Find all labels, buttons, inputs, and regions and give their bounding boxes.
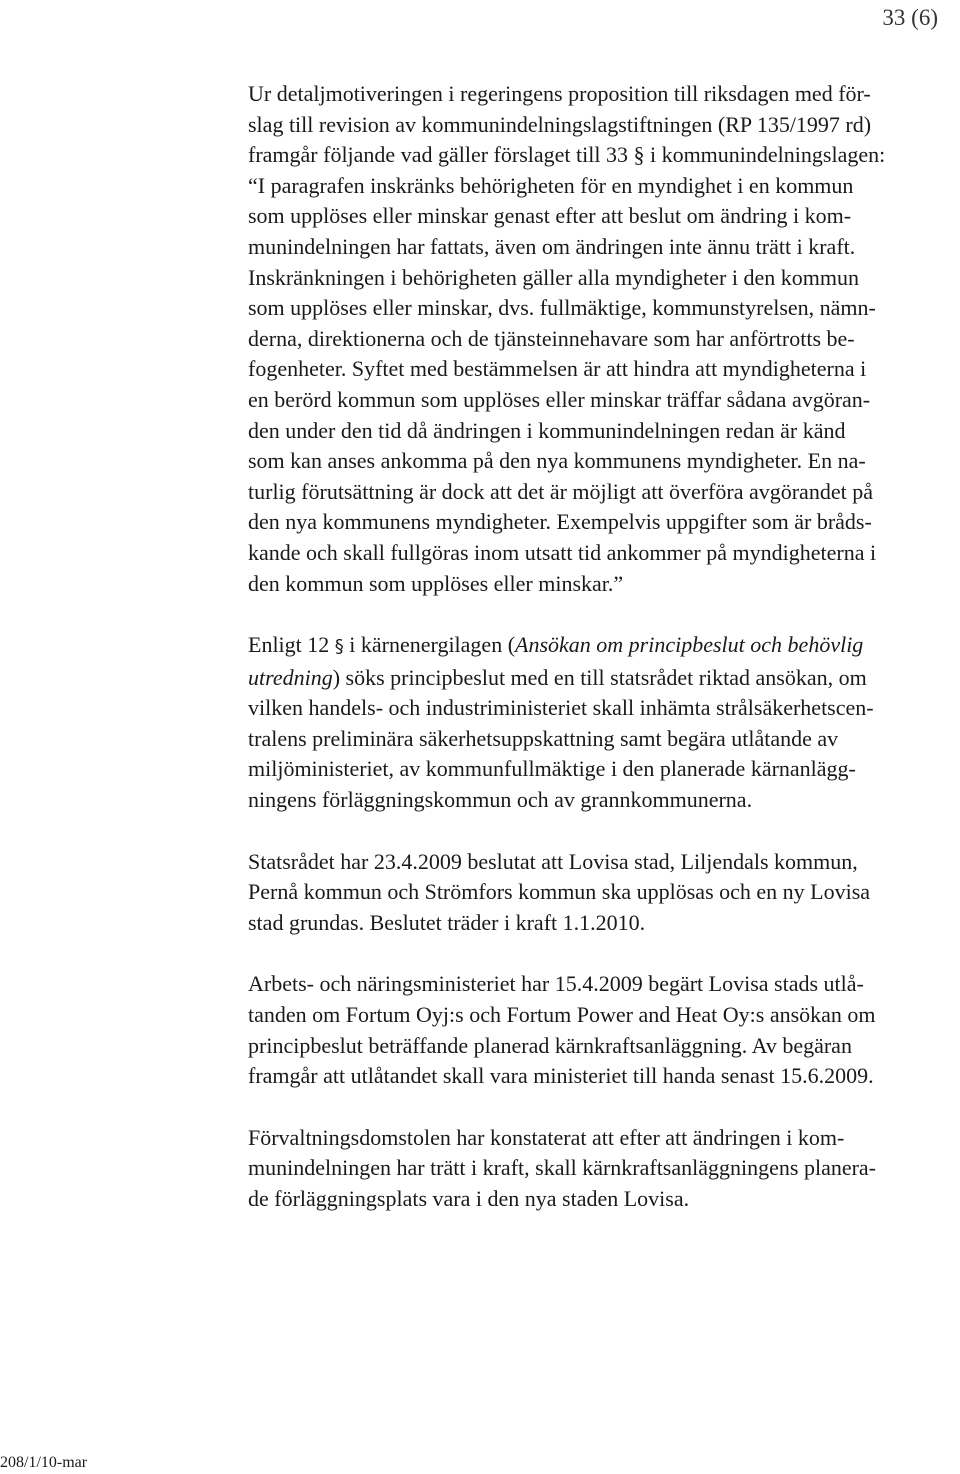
text-line: turlig förutsättning är dock att det är möjligt att överföra avgörandet på [248, 478, 873, 504]
paragraph-domstolen [248, 1123, 958, 1215]
text-line: de förläggningsplats vara i den nya staden Lovisa. [248, 1186, 690, 1211]
document-body [248, 79, 958, 1215]
text-line: som kan anses ankomma på den nya kommunens myndigheter. En na- [248, 448, 866, 474]
text-run: i kärnenergilagen ( [343, 632, 516, 658]
text-line: slag till revision av kommunindelningslagstiftningen (RP 135/1997 rd) [248, 111, 872, 137]
paragraph-karnenergilagen [248, 630, 958, 816]
text-line: den under den tid då ändringen i kommunindelningen redan är känd [248, 417, 846, 443]
text-line: munindelningen har fattats, även om ändringen inte ännu trätt i kraft. [248, 233, 856, 259]
text-line: miljöministeriet, av kommunfullmäktige i den planerade kärnanlägg- [248, 756, 856, 782]
text-run: Enligt 12 [248, 632, 335, 658]
text-line [248, 663, 958, 694]
text-line: Ur detaljmotiveringen i regeringens proposition till riksdagen med för- [248, 81, 871, 106]
text-line: vilken handels- och industriministeriet skall inhämta strålsäkerhetscen- [248, 695, 874, 721]
paragraph-quote [248, 79, 958, 599]
text-line: Inskränkningen i behörigheten gäller alla myndigheter i den kommun [248, 264, 859, 290]
text-line: framgår att utlåtandet skall vara ministeriet till handa senast 15.6.2009. [248, 1063, 874, 1089]
text-line: Statsrådet har 23.4.2009 beslutat att Lovisa stad, Liljendals kommun, [248, 848, 858, 874]
text-line: derna, direktionerna och de tjänsteinnehavare som har anförtrotts be- [248, 325, 855, 351]
text-line: framgår följande vad gäller förslaget till 33 § i kommunindelningslagen: [248, 142, 886, 168]
text-line: tralens preliminära säkerhetsuppskattning samt begära utlåtande av [248, 725, 839, 751]
paragraph-ministeriet [248, 969, 958, 1091]
text-line: ningens förläggningskommun och av grannkommunerna. [248, 787, 753, 813]
paragraph-statsradet [248, 847, 958, 939]
text-run: ) söks principbeslut med en till statsrådet riktad ansökan, om [332, 664, 867, 690]
text-line: som upplöses eller minskar genast efter att beslut om ändring i kom- [248, 203, 852, 229]
text-line: som upplöses eller minskar, dvs. fullmäktige, kommunstyrelsen, nämn- [248, 295, 876, 321]
text-line: fogenheter. Syftet med bestämmelsen är att hindra att myndigheterna i [248, 356, 867, 382]
text-line: munindelningen har trätt i kraft, skall kärnkraftsanläggningens planera- [248, 1155, 877, 1181]
text-line: tanden om Fortum Oyj:s och Fortum Power and Heat Oy:s ansökan om [248, 1002, 876, 1028]
law-title-italic: utredning [248, 664, 333, 690]
text-line: “I paragrafen inskränks behörigheten för en myndighet i en kommun [248, 172, 854, 198]
law-title-italic: Ansökan om principbeslut och behövlig [515, 632, 864, 658]
text-line: Pernå kommun och Strömfors kommun ska upplösas och en ny Lovisa [248, 879, 871, 905]
page-number: 33 (6) [882, 5, 938, 30]
footer-reference: 208/1/10-mar [0, 1454, 88, 1471]
text-line: Arbets- och näringsministeriet har 15.4.2009 begärt Lovisa stads utlå- [248, 971, 864, 997]
text-line: den kommun som upplöses eller minskar.” [248, 570, 624, 596]
text-line: principbeslut beträffande planerad kärnkraftsanläggning. Av begäran [248, 1032, 852, 1058]
text-line: den nya kommunens myndigheter. Exempelvis uppgifter som är bråds- [248, 509, 872, 535]
text-line [248, 630, 958, 663]
text-line: kande och skall fullgöras inom utsatt tid ankommer på myndigheterna i [248, 539, 877, 565]
text-line: Förvaltningsdomstolen har konstaterat att efter att ändringen i kom- [248, 1124, 845, 1150]
section-sign: § [334, 636, 344, 658]
text-line: en berörd kommun som upplöses eller minskar träffar sådana avgöran- [248, 386, 871, 412]
text-line: stad grundas. Beslutet träder i kraft 1.1.2010. [248, 909, 646, 935]
